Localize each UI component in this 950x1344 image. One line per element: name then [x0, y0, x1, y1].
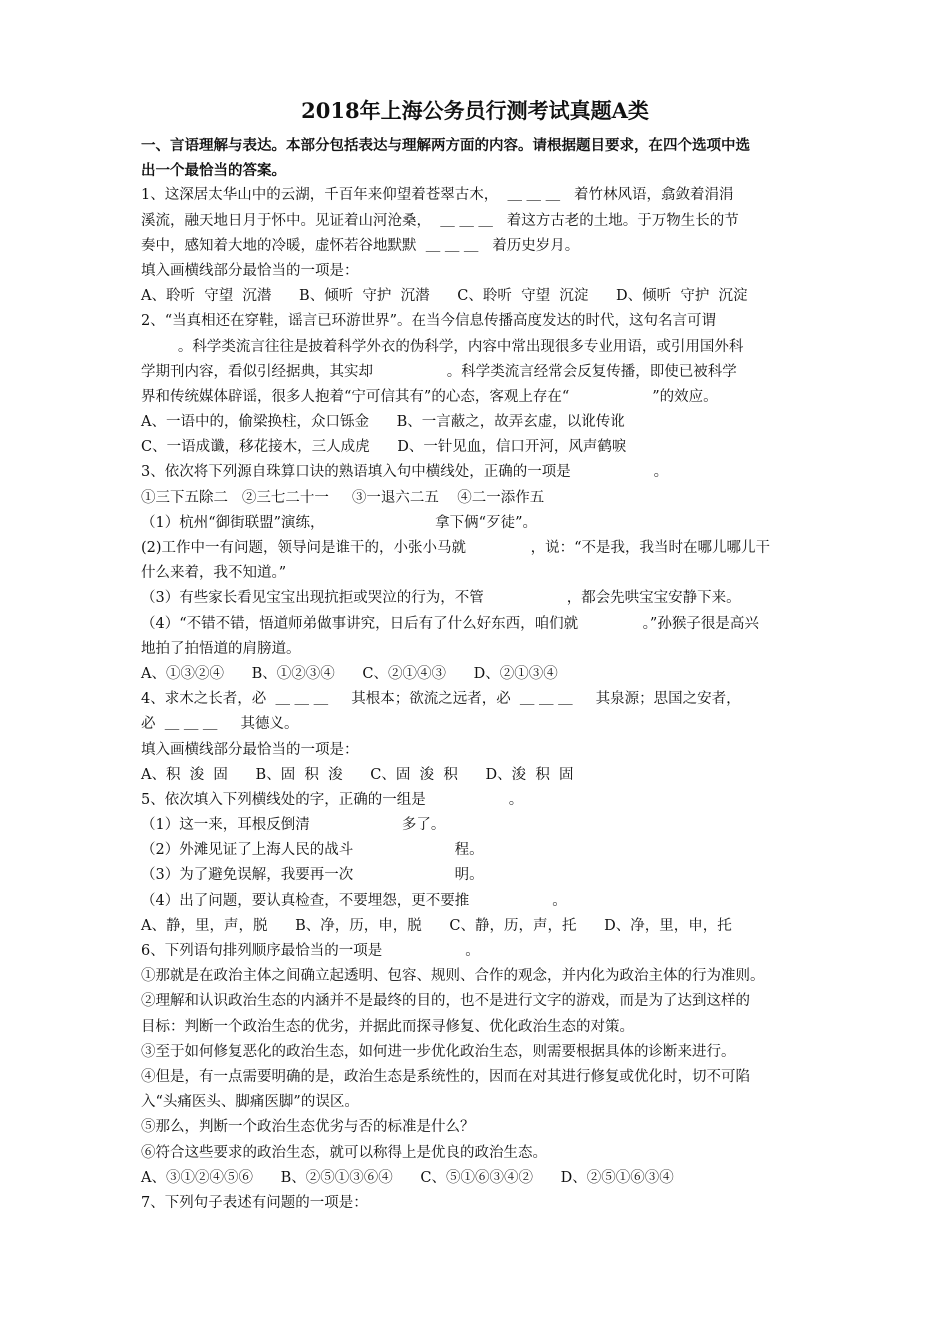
- document-line: A、积 浚 固 B、固 积 浚 C、固 浚 积 D、浚 积 固: [141, 766, 574, 783]
- document-line: 目标：判断一个政治生态的优劣，并据此而探寻修复、优化政治生态的对策。: [141, 1018, 634, 1035]
- document-line: ②理解和认识政治生态的内涵并不是最终的目的，也不是进行文字的游戏，而是为了达到这样的: [141, 993, 750, 1010]
- document-body: [141, 133, 831, 1216]
- document-line: （2）外滩见证了上海人民的战斗 程。: [141, 842, 484, 859]
- document-line: 7、下列句子表述有问题的一项是：: [141, 1194, 368, 1211]
- document-line: A、一语中的，偷梁换柱，众口铄金 B、一言蔽之，故弄玄虚，以讹传讹: [141, 414, 625, 431]
- document-line: A、①③②④ B、①②③④ C、②①④③ D、②①③④: [141, 665, 558, 682]
- document-line: 6、下列语句排列顺序最恰当的一项是 。: [141, 943, 480, 959]
- document-line: A、③①②④⑤⑥ B、②⑤①③⑥④ C、⑤①⑥③④② D、②⑤①⑥③④: [141, 1169, 674, 1186]
- document-line: 一、言语理解与表达。本部分包括表达与理解两方面的内容。请根据题目要求，在四个选项中选: [141, 137, 750, 154]
- document-line: 出一个最恰当的答案。: [141, 162, 286, 180]
- document-line: 地拍了拍悟道的肩膀道。: [141, 640, 301, 657]
- document-line: A、静，里，声，脱 B、净，历，申，脱 C、静，历，声，托 D、净，里，申，托: [141, 917, 732, 934]
- document-line: 奏中，感知着大地的冷暖，虚怀若谷地默默 ＿ ＿ ＿ 着历史岁月。: [141, 237, 580, 254]
- document-line: 5、依次填入下列横线处的字，正确的一组是 。: [141, 791, 524, 808]
- document-line: （3）为了避免误解，我要再一次 明。: [141, 867, 484, 884]
- document-line: 溪流，融天地日月于怀中。见证着山河沧桑， ＿ ＿ ＿ 着这方古老的土地。于万物生长的节: [141, 212, 739, 229]
- document-title: 2018年上海公务员行测考试真题A类: [301, 98, 649, 123]
- document-line: 填入画横线部分最恰当的一项是：: [141, 741, 359, 758]
- document-line: 3、依次将下列源自珠算口诀的熟语填入句中横线处，正确的一项是 。: [141, 464, 669, 481]
- document-line: 什么来着，我不知道。”: [141, 565, 287, 582]
- document-line: （4）“不错不错，悟道师弟做事讲究，日后有了什么好东西，咱们就 。”孙猴子很是高兴: [141, 615, 759, 632]
- document-line: 填入画横线部分最恰当的一项是：: [141, 262, 359, 279]
- document-line: 必 ＿ ＿ ＿ 其德义。: [141, 716, 299, 733]
- document-line: 界和传统媒体辟谣，很多人抱着“宁可信其有”的心态，客观上存在“ ”的效应。: [141, 388, 718, 405]
- document-line: 1、这深居太华山中的云湖，千百年来仰望着苍翠古木， ＿ ＿ ＿ 着竹林风语，翕敛着涓涓: [141, 187, 734, 204]
- document-line: （1）这一来，耳根反倒清 多了。: [141, 817, 446, 834]
- document-line: 。科学类流言往往是披着科学外衣的伪科学，内容中常出现很多专业用语，或引用国外科: [141, 338, 744, 355]
- document-line: （3）有些家长看见宝宝出现抗拒或哭泣的行为，不管 ，都会先哄宝宝安静下来。: [141, 590, 741, 607]
- document-line: ⑥符合这些要求的政治生态，就可以称得上是优良的政治生态。: [141, 1144, 547, 1161]
- document-line: 学期刊内容，看似引经据典，其实却 。科学类流言经常会反复传播，即使已被科学: [141, 363, 737, 380]
- document-line: ①三下五除二 ②三七二十一 ③一退六二五 ④二一添作五: [141, 489, 545, 506]
- document-line: C、一语成谶，移花接木，三人成虎 D、一针见血，信口开河，风声鹤唳: [141, 439, 627, 456]
- document-line: (2)工作中一有问题，领导问是谁干的，小张小马就 ，说：“不是我，我当时在哪儿哪儿干: [141, 540, 770, 556]
- document-line: A、聆听 守望 沉潜 B、倾听 守护 沉潜 C、聆听 守望 沉淀 D、倾听 守护 沉淀: [141, 288, 748, 305]
- document-line: 4、求木之长者，必 ＿ ＿ ＿ 其根本；欲流之远者，必 ＿ ＿ ＿ 其泉源；思国之安者，: [141, 691, 741, 708]
- document-line: 入“头痛医头、脚痛医脚”的误区。: [141, 1094, 359, 1111]
- document-line: ⑤那么，判断一个政治生态优劣与否的标准是什么？: [141, 1119, 475, 1136]
- document-line: ③至于如何修复恶化的政治生态，如何进一步优化政治生态，则需要根据具体的诊断来进行。: [141, 1043, 736, 1060]
- document-line: （1）杭州“御街联盟”演练， 拿下俩“歹徒”。: [141, 514, 537, 531]
- document-line: ①那就是在政治主体之间确立起透明、包容、规则、合作的观念，并内化为政治主体的行为准则。: [141, 968, 765, 985]
- document-line: ④但是，有一点需要明确的是，政治生态是系统性的，因而在对其进行修复或优化时，切不可陷: [141, 1068, 750, 1085]
- document-line: 2、“当真相还在穿鞋，谣言已环游世界”。在当今信息传播高度发达的时代，这句名言可谓: [141, 313, 717, 330]
- document-line: （4）出了问题，要认真检查，不要埋怨，更不要推 。: [141, 892, 567, 909]
